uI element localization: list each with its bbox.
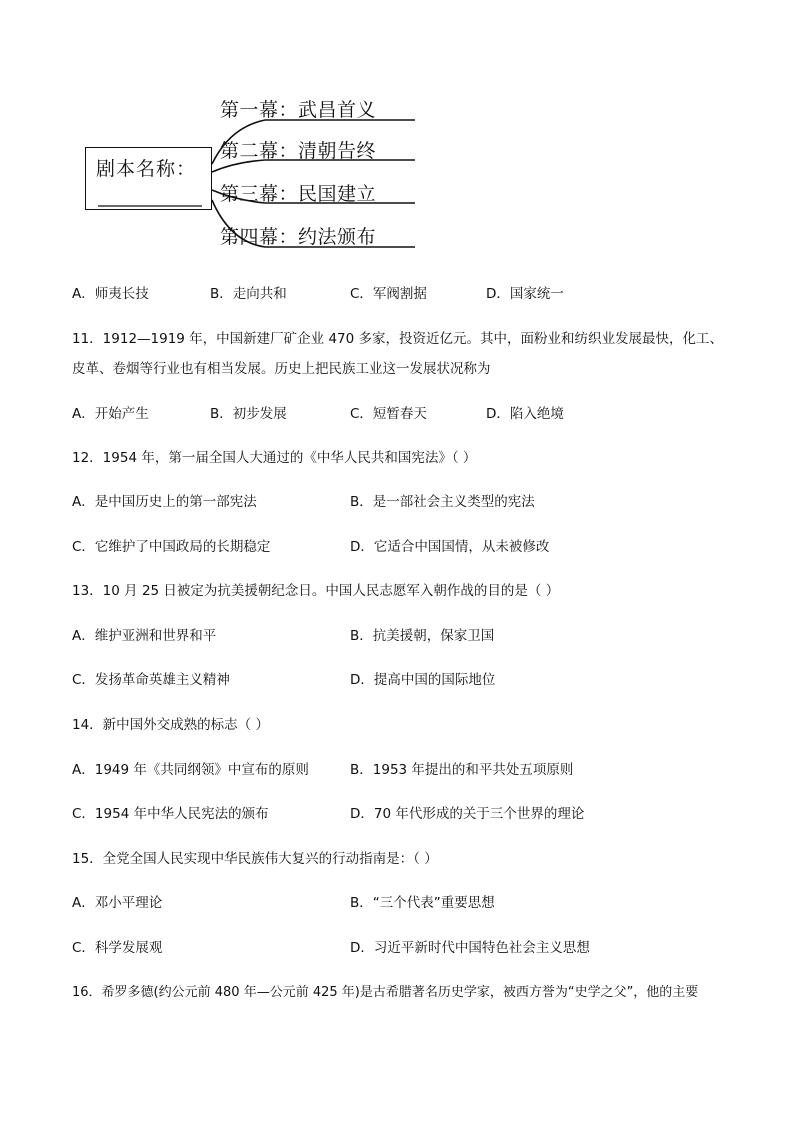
act-1: 第一幕：武昌首义 (220, 99, 377, 121)
script-diagram (80, 92, 420, 252)
q13-option-d: D．提高中国的国际地位 (350, 672, 496, 688)
q12-option-b: B．是一部社会主义类型的宪法 (350, 494, 535, 510)
q15-option-b: B．“三个代表”重要思想 (350, 895, 495, 911)
q10-option-d: D．国家统一 (486, 286, 564, 302)
q11-option-c: C．短暂春天 (350, 406, 427, 422)
q15-option-a: A．邓小平理论 (72, 895, 163, 911)
q15-option-c: C．科学发展观 (72, 940, 163, 956)
q15-stem: 15．全党全国人民实现中华民族伟大复兴的行动指南是：（ ） (72, 851, 438, 867)
q13-stem: 13．10 月 25 日被定为抗美援朝纪念日。中国人民志愿军入朝作战的目的是（ ） (72, 583, 560, 599)
q10-option-a: A．师夷长技 (72, 286, 149, 302)
q11-option-d: D．陷入绝境 (486, 406, 564, 422)
script-name-box (85, 147, 212, 210)
q11-stem-line2: 皮革、卷烟等行业也有相当发展。历史上把民族工业这一发展状况称为 (72, 361, 491, 377)
q14-option-b: B．1953 年提出的和平共处五项原则 (350, 762, 574, 778)
q11-option-b: B．初步发展 (210, 406, 287, 422)
q12-stem: 12．1954 年，第一届全国人大通过的《中华人民共和国宪法》（ ） (72, 450, 477, 466)
q14-option-d: D．70 年代形成的关于三个世界的理论 (350, 806, 585, 822)
q12-option-d: D．它适合中国国情，从未被修改 (350, 539, 550, 555)
q13-option-a: A．维护亚洲和世界和平 (72, 628, 217, 644)
q13-option-c: C．发扬革命英雄主义精神 (72, 672, 230, 688)
q10-option-c: C．军阀割据 (350, 286, 427, 302)
q10-option-b: B．走向共和 (210, 286, 287, 302)
q14-option-c: C．1954 年中华人民宪法的颁布 (72, 806, 269, 822)
q15-option-d: D．习近平新时代中国特色社会主义思想 (350, 940, 590, 956)
q12-option-c: C．它维护了中国政局的长期稳定 (72, 539, 271, 555)
act-3: 第三幕：民国建立 (220, 183, 377, 205)
script-name-label: 剧本名称： (96, 158, 197, 180)
q14-option-a: A．1949 年《共同纲领》中宣布的原则 (72, 762, 309, 778)
q14-stem: 14．新中国外交成熟的标志（ ） (72, 717, 269, 733)
q11-option-a: A．开始产生 (72, 406, 149, 422)
q12-option-a: A．是中国历史上的第一部宪法 (72, 494, 257, 510)
act-4: 第四幕：约法颁布 (220, 226, 377, 248)
q16-stem-line1: 16．希罗多德(约公元前 480 年—公元前 425 年)是古希腊著名历史学家，被西方誉为“史学之父”，他的主要 (72, 985, 699, 1000)
q13-option-b: B．抗美援朝，保家卫国 (350, 628, 495, 644)
act-2: 第二幕：清朝告终 (220, 140, 377, 162)
q11-stem-line1: 11．1912—1919 年，中国新建厂矿企业 470 多家，投资近亿元。其中，面粉业和纺织业发展最快，化工、 (72, 331, 724, 347)
